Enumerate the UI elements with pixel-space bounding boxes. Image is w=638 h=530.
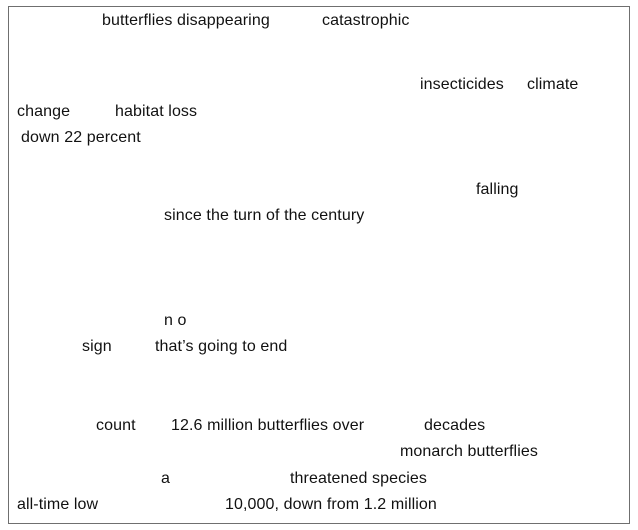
phrase-threatened-species: threatened species bbox=[290, 470, 428, 487]
phrase-climate: climate bbox=[527, 76, 579, 93]
phrase-change: change bbox=[17, 103, 71, 120]
phrase-insecticides: insecticides bbox=[420, 76, 504, 93]
phrase-sign: sign bbox=[82, 338, 112, 355]
phrase-a: a bbox=[161, 470, 170, 487]
phrase-down-22-percent: down 22 percent bbox=[21, 129, 141, 146]
phrase-butterflies-disappearing: butterflies disappearing bbox=[102, 12, 270, 29]
phrase-12-6-million-butterflies: 12.6 million butterflies over bbox=[171, 417, 365, 434]
phrase-falling: falling bbox=[476, 181, 519, 198]
phrase-habitat-loss: habitat loss bbox=[115, 103, 198, 120]
phrase-catastrophic: catastrophic bbox=[322, 12, 410, 29]
phrase-count: count bbox=[96, 417, 136, 434]
phrase-since-turn-of-century: since the turn of the century bbox=[164, 207, 365, 224]
phrase-monarch-butterflies: monarch butterflies bbox=[400, 443, 538, 460]
phrase-all-time-low: all-time low bbox=[17, 496, 99, 513]
phrase-decades: decades bbox=[424, 417, 486, 434]
phrase-10000-down-from-1-2-million: 10,000, down from 1.2 million bbox=[225, 496, 437, 513]
phrase-n-o: n o bbox=[164, 312, 187, 329]
phrase-thats-going-to-end: that’s going to end bbox=[155, 338, 288, 355]
